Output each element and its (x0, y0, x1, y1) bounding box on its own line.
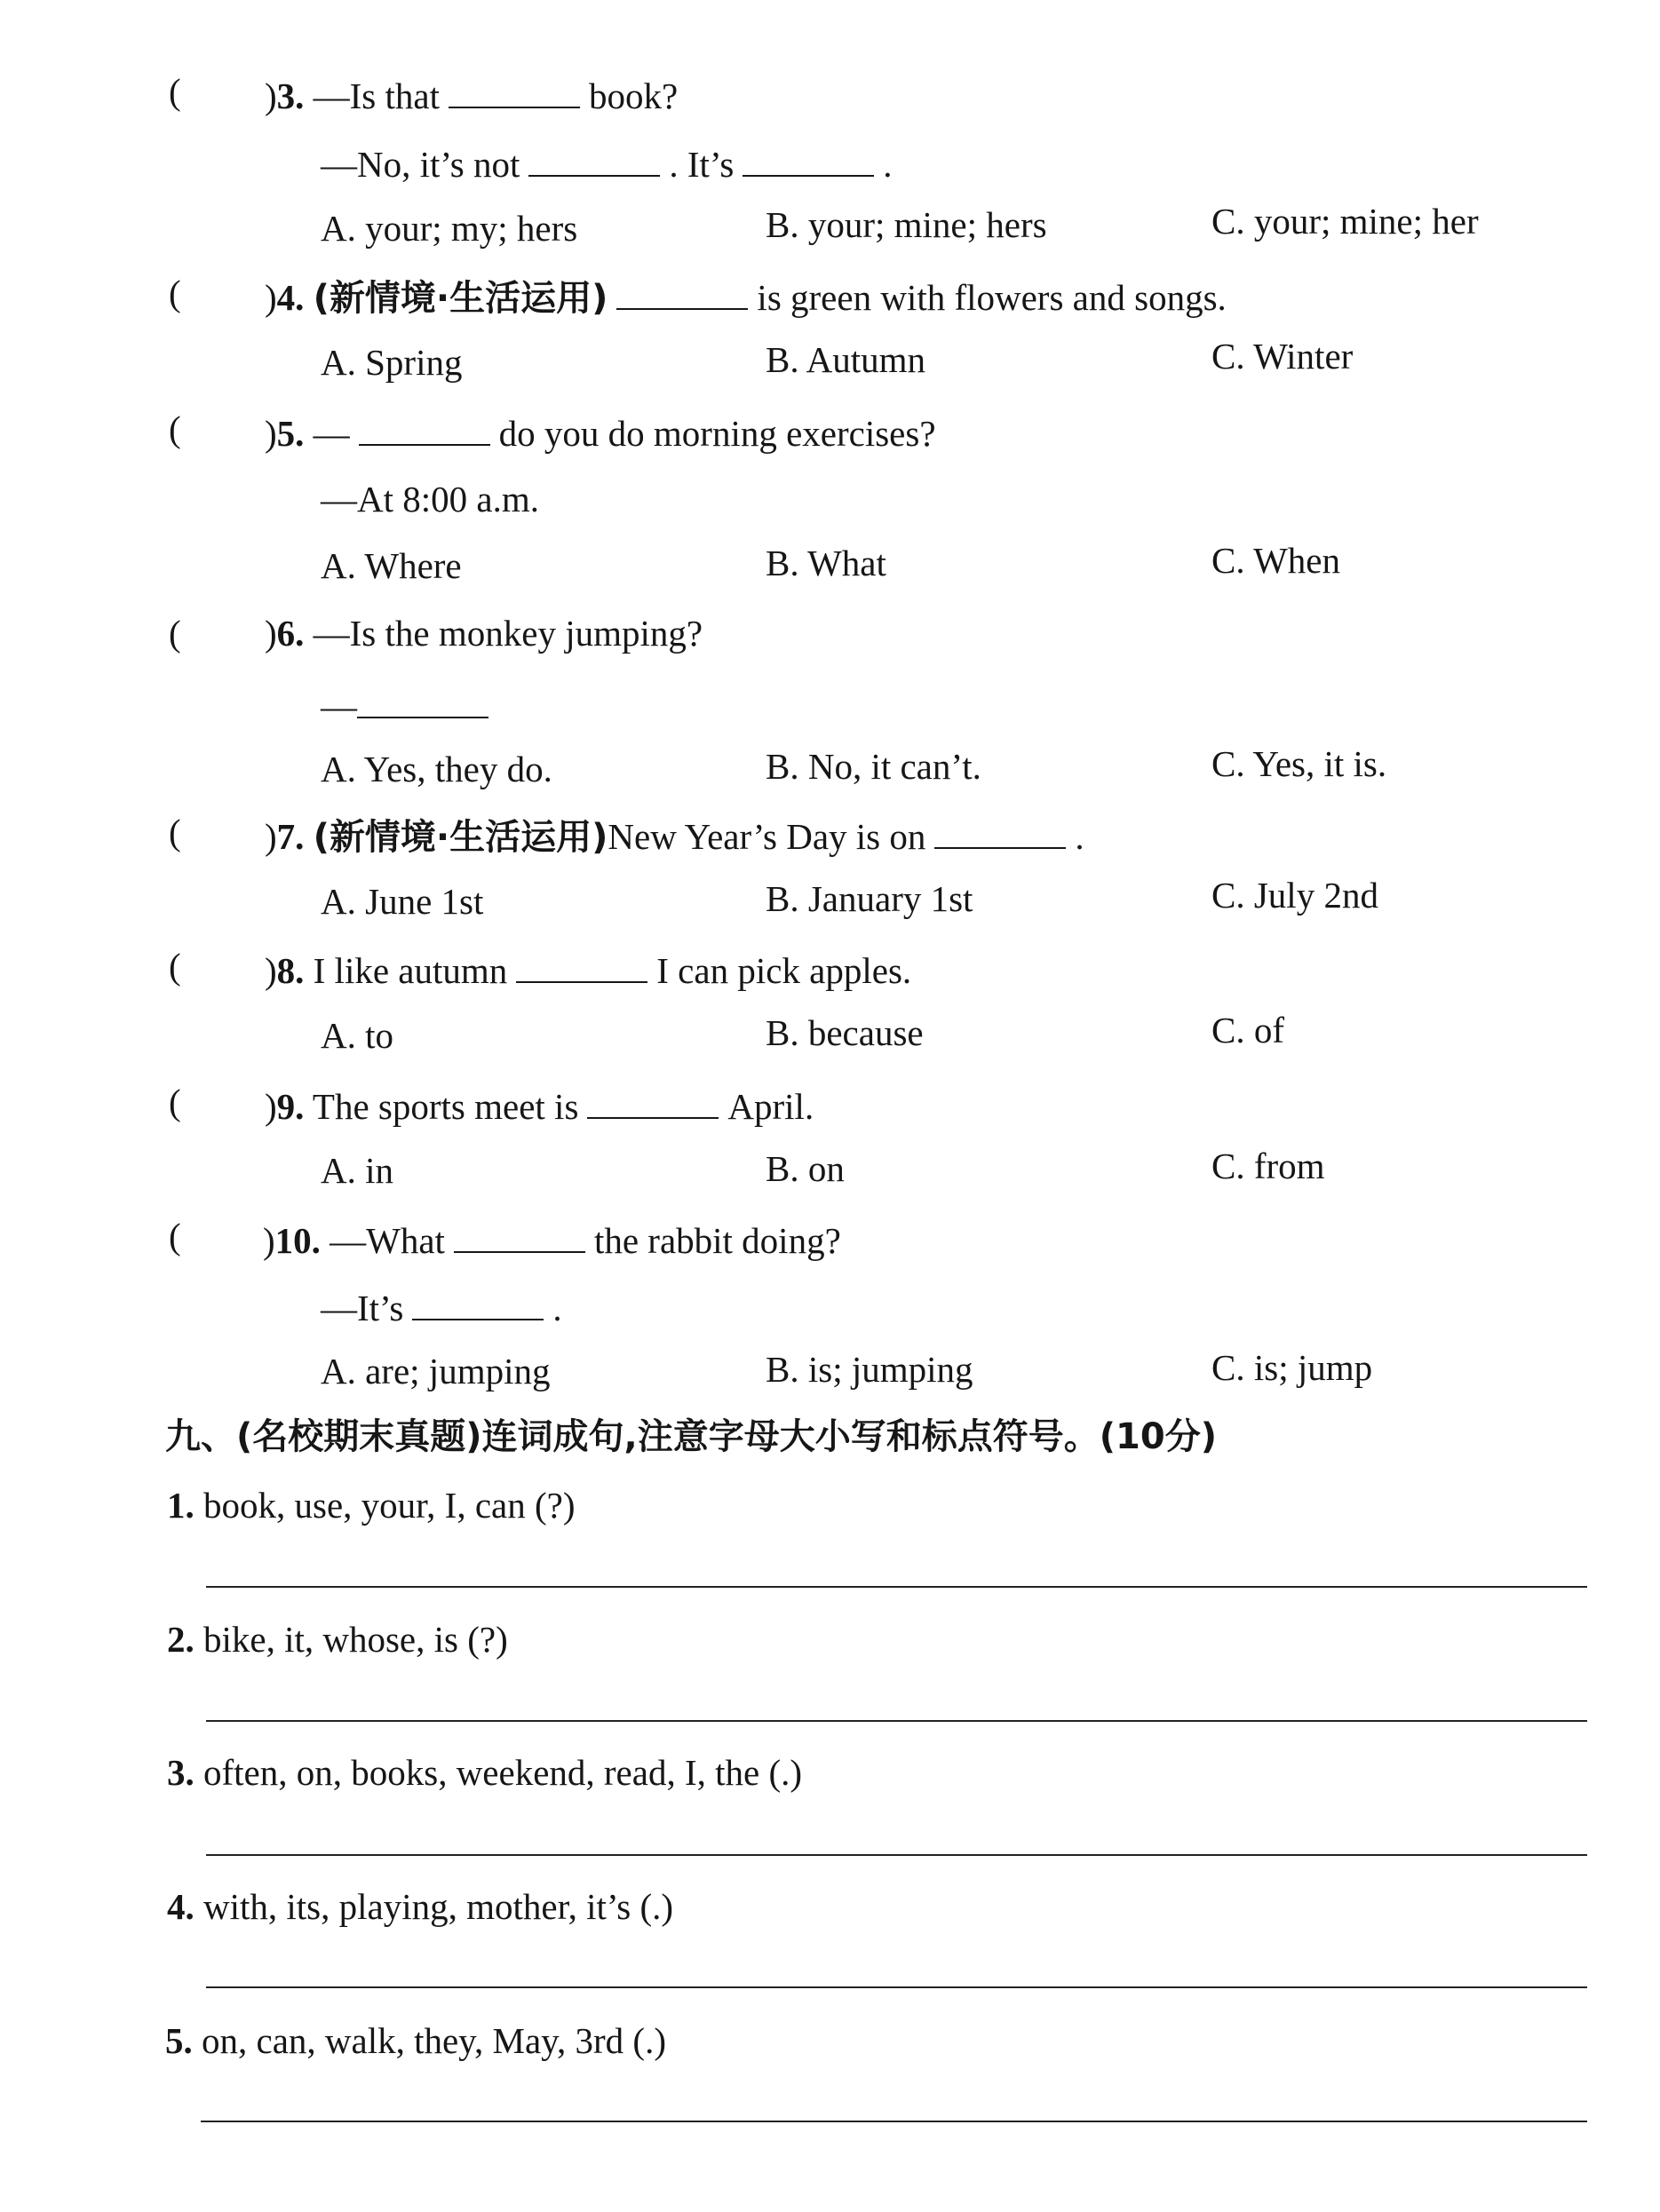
answer-line-1[interactable] (206, 1586, 1587, 1588)
option-b[interactable]: B. What (766, 543, 886, 583)
question-10-stem (263, 1218, 841, 1259)
word-list: book, use, your, I, can (?) (203, 1485, 576, 1526)
fill-blank[interactable] (934, 814, 1066, 849)
reply-text: —It’s (321, 1287, 404, 1328)
stem-text: — (313, 412, 350, 454)
option-a[interactable]: A. June 1st (321, 881, 484, 922)
reply-text: . It’s (669, 143, 735, 185)
reorder-item-1 (167, 1487, 575, 1524)
question-3-reply (321, 142, 893, 183)
fill-blank[interactable] (528, 142, 660, 177)
question-number: 6. (276, 613, 305, 654)
item-number: 4. (167, 1886, 195, 1927)
question-6-stem (265, 615, 703, 652)
context-tag: (新情境·生活运用) (313, 277, 608, 319)
stem-text: . (1075, 815, 1084, 857)
question-number: 5. (276, 412, 305, 454)
reorder-item-3 (167, 1752, 802, 1793)
answer-line-3[interactable] (206, 1854, 1587, 1856)
answer-paren-close: ) (265, 276, 277, 318)
question-7-paren: ( (169, 812, 181, 852)
word-list: on, can, walk, they, May, 3rd (.) (202, 2020, 666, 2061)
option-c[interactable]: C. your; mine; her (1211, 201, 1479, 242)
option-a[interactable]: A. Where (321, 545, 462, 586)
question-8-stem (265, 948, 911, 989)
option-a[interactable]: A. your; my; hers (321, 208, 578, 249)
stem-text: —Is that (313, 75, 440, 116)
answer-line-4[interactable] (206, 1986, 1587, 1988)
answer-line-2[interactable] (206, 1720, 1587, 1722)
word-list: with, its, playing, mother, it’s (.) (203, 1886, 674, 1927)
stem-text: The sports meet is (312, 1085, 579, 1127)
fill-blank[interactable] (616, 275, 748, 310)
option-b[interactable]: B. January 1st (766, 878, 973, 919)
stem-text: the rabbit doing? (593, 1219, 841, 1261)
stem-text: do you do morning exercises? (498, 412, 936, 454)
option-a[interactable]: A. Yes, they do. (321, 749, 552, 789)
question-4-paren: ( (169, 273, 181, 313)
stem-text: April. (727, 1085, 814, 1127)
stem-text: is green with flowers and songs. (757, 276, 1227, 318)
question-10-paren: ( (169, 1216, 181, 1257)
question-number: 7. (276, 815, 305, 857)
answer-line-5[interactable] (201, 2121, 1587, 2122)
question-3-row (169, 71, 181, 112)
question-10-reply (321, 1286, 562, 1327)
answer-paren-open: ( (169, 71, 181, 112)
answer-paren-close: ) (265, 949, 277, 991)
option-b[interactable]: B. No, it can’t. (766, 746, 981, 787)
section-9-title: 九、(名校期末真题)连词成句,注意字母大小写和标点符号。(10分) (165, 1416, 1217, 1457)
stem-text: I can pick apples. (656, 949, 912, 991)
reply-text: . (552, 1287, 562, 1328)
question-6-paren: ( (169, 613, 181, 654)
fill-blank[interactable] (412, 1286, 544, 1320)
option-b[interactable]: B. on (766, 1148, 845, 1189)
question-number: 8. (276, 949, 305, 991)
option-c[interactable]: C. is; jump (1211, 1347, 1373, 1388)
option-a[interactable]: A. are; jumping (321, 1351, 551, 1391)
answer-paren-close: ) (265, 412, 277, 454)
fill-blank[interactable] (357, 684, 488, 718)
option-c[interactable]: C. from (1211, 1146, 1325, 1186)
option-b[interactable]: B. is; jumping (766, 1349, 973, 1390)
fill-blank[interactable] (587, 1084, 719, 1119)
fill-blank[interactable] (743, 142, 874, 177)
question-7-stem (265, 814, 1084, 858)
answer-paren-close: ) (265, 1085, 277, 1127)
option-c[interactable]: C. When (1211, 540, 1341, 581)
stem-text: New Year’s Day is on (608, 815, 926, 857)
option-a[interactable]: A. to (321, 1015, 393, 1056)
fill-blank[interactable] (454, 1218, 585, 1253)
question-number: 3. (276, 75, 305, 116)
option-b[interactable]: B. because (766, 1012, 924, 1053)
stem-text: —What (330, 1219, 445, 1261)
question-4-stem (265, 275, 1227, 319)
stem-text: I like autumn (313, 949, 508, 991)
reorder-item-4 (167, 1886, 674, 1927)
answer-paren-close: ) (263, 1219, 275, 1261)
word-list: often, on, books, weekend, read, I, the (.) (203, 1752, 802, 1793)
reply-text: . (883, 143, 893, 185)
context-tag: (新情境·生活运用) (313, 816, 608, 858)
option-c[interactable]: C. Winter (1211, 336, 1354, 377)
option-b[interactable]: B. your; mine; hers (766, 204, 1047, 245)
answer-paren-close: ) (265, 815, 277, 857)
reorder-item-5 (165, 2020, 666, 2061)
item-number: 3. (167, 1752, 195, 1793)
word-list: bike, it, whose, is (?) (203, 1619, 508, 1660)
question-number: 10. (274, 1219, 321, 1261)
fill-blank[interactable] (359, 411, 490, 446)
answer-paren-close: ) (265, 75, 277, 116)
item-number: 2. (167, 1619, 195, 1660)
question-number: 9. (276, 1085, 305, 1127)
fill-blank[interactable] (449, 74, 580, 108)
answer-paren-close: ) (265, 613, 277, 654)
question-6-reply (321, 684, 497, 725)
question-5-paren: ( (169, 408, 181, 449)
option-c[interactable]: C. Yes, it is. (1211, 743, 1387, 784)
question-3-stem (265, 74, 678, 115)
option-a[interactable]: A. Spring (321, 342, 463, 383)
question-number: 4. (276, 276, 305, 318)
item-number: 1. (167, 1485, 195, 1526)
option-a[interactable]: A. in (321, 1150, 393, 1191)
fill-blank[interactable] (516, 948, 647, 983)
reorder-item-2 (167, 1621, 508, 1658)
stem-text: —Is the monkey jumping? (313, 613, 703, 654)
question-9-stem (265, 1084, 814, 1125)
reply-text: —No, it’s not (321, 143, 520, 185)
question-8-paren: ( (169, 946, 181, 987)
question-5-stem (265, 411, 936, 452)
option-c[interactable]: C. of (1211, 1010, 1284, 1051)
stem-text: book? (589, 75, 679, 116)
item-number: 5. (165, 2020, 193, 2061)
question-5-reply: —At 8:00 a.m. (321, 479, 539, 519)
option-b[interactable]: B. Autumn (766, 339, 925, 380)
reply-dash: — (321, 685, 357, 726)
question-9-paren: ( (169, 1082, 181, 1122)
option-c[interactable]: C. July 2nd (1211, 875, 1378, 916)
